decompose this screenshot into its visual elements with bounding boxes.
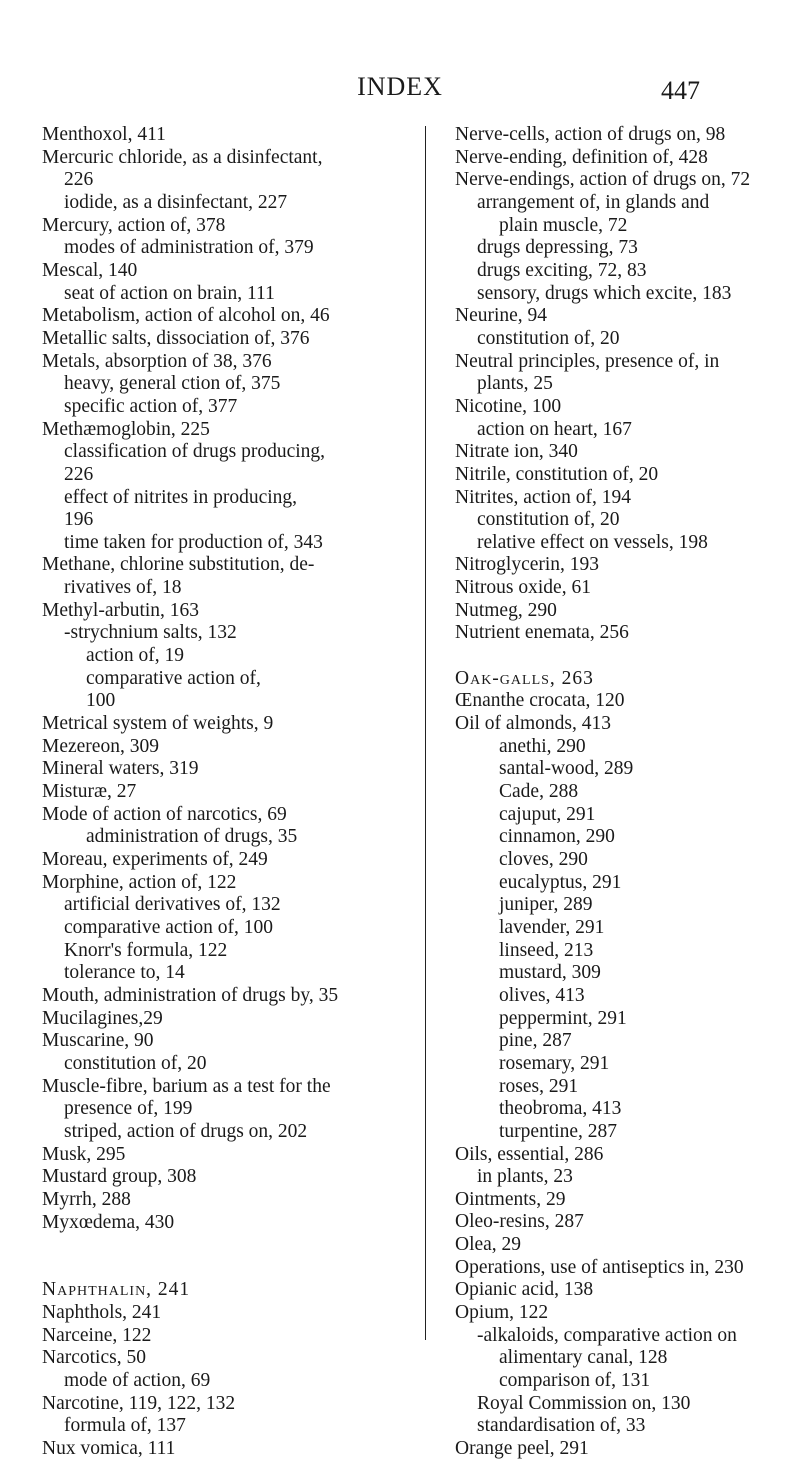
index-entry: sensory, drugs which excite, 183 — [477, 282, 732, 304]
index-entry: effect of nitrites in producing, — [64, 486, 298, 508]
index-entry: 100 — [86, 690, 116, 712]
index-entry: anethi, 290 — [499, 735, 586, 757]
index-entry: cinnamon, 290 — [499, 826, 615, 848]
index-entry: -strychnium salts, 132 — [64, 622, 237, 644]
index-entry: Metallic salts, dissociation of, 376 — [42, 327, 310, 349]
index-entry: relative effect on vessels, 198 — [477, 531, 708, 553]
index-entry: Knorr's formula, 122 — [64, 939, 228, 961]
index-entry: Nux vomica, 111 — [42, 1438, 176, 1460]
index-entry: Nutrient enemata, 256 — [455, 622, 629, 644]
index-entry: eucalyptus, 291 — [499, 871, 622, 893]
index-entry: Mezereon, 309 — [42, 735, 159, 757]
index-entry: Methane, chlorine substitution, de- — [42, 554, 315, 576]
index-entry: Nerve-ending, definition of, 428 — [455, 146, 708, 168]
index-entry: plain muscle, 72 — [499, 214, 628, 236]
index-entry: plants, 25 — [477, 373, 553, 395]
spacer — [42, 1234, 427, 1257]
index-entry: rivatives of, 18 — [64, 577, 182, 599]
page-number: 447 — [661, 76, 700, 105]
index-entry: constitution of, 20 — [477, 327, 620, 349]
index-entry: Mode of action of narcotics, 69 — [42, 803, 287, 825]
index-entry: santal-wood, 289 — [499, 758, 634, 780]
page-title: INDEX — [357, 72, 443, 101]
index-entry: Nitroglycerin, 193 — [455, 554, 600, 576]
index-entry: Royal Commission on, 130 — [477, 1392, 691, 1414]
index-entry: time taken for production of, 343 — [64, 531, 323, 553]
index-entry: Nitrous oxide, 61 — [455, 577, 591, 599]
index-entry: comparison of, 131 — [499, 1370, 651, 1392]
index-entry: pine, 287 — [499, 1030, 572, 1052]
index-entry: Nitrate ion, 340 — [455, 441, 578, 463]
index-entry: cajuput, 291 — [499, 803, 596, 825]
index-entry: Menthoxol, 411 — [42, 124, 166, 145]
index-entry: linseed, 213 — [499, 939, 594, 961]
index-entry: lavender, 291 — [499, 916, 605, 938]
index-entry: Metrical system of weights, 9 — [42, 713, 274, 735]
index-column-left — [42, 124, 427, 1461]
index-entry: striped, action of drugs on, 202 — [64, 1120, 308, 1142]
spacer — [42, 1257, 427, 1280]
index-entry: administration of drugs, 35 — [86, 826, 298, 848]
index-entry: artificial derivatives of, 132 — [64, 894, 281, 916]
index-entry: Operations, use of antiseptics in, 230 — [455, 1256, 744, 1278]
index-entry: Musk, 295 — [42, 1143, 126, 1165]
index-entry: modes of administration of, 379 — [64, 237, 314, 259]
index-entry: juniper, 289 — [499, 894, 593, 916]
index-entry: constitution of, 20 — [64, 1052, 207, 1074]
index-entry: Narcotine, 119, 122, 132 — [42, 1392, 236, 1414]
index-entry: Orange peel, 291 — [455, 1438, 589, 1460]
index-entry: mode of action, 69 — [64, 1370, 211, 1392]
index-entry: drugs depressing, 73 — [477, 237, 638, 259]
index-entry: turpentine, 287 — [499, 1120, 618, 1142]
index-entry: seat of action on brain, 111 — [64, 282, 275, 304]
index-entry: Neurine, 94 — [455, 305, 548, 327]
index-entry: Oils, essential, 286 — [455, 1143, 604, 1165]
index-entry: Nerve-cells, action of drugs on, 98 — [455, 124, 726, 145]
index-entry: Nerve-endings, action of drugs on, 72 — [455, 169, 751, 191]
index-entry: Mustard group, 308 — [42, 1166, 197, 1188]
index-entry: comparative action of, 100 — [64, 916, 274, 938]
index-entry: -alkaloids, comparative action on — [477, 1324, 737, 1346]
index-entry: Nicotine, 100 — [455, 395, 562, 417]
index-entry: Oleo-resins, 287 — [455, 1211, 584, 1233]
index-entry: classification of drugs producing, — [64, 441, 326, 463]
index-entry: in plants, 23 — [477, 1166, 573, 1188]
spacer — [455, 645, 780, 668]
index-entry: Mineral waters, 319 — [42, 758, 199, 780]
index-entry: Opianic acid, 138 — [455, 1279, 594, 1301]
index-entry: Mucilagines,29 — [42, 1007, 163, 1029]
index-entry: cloves, 290 — [499, 848, 588, 870]
index-entry: Metabolism, action of alcohol on, 46 — [42, 305, 330, 327]
index-entry: Oil of almonds, 413 — [455, 713, 611, 735]
index-entry: Naphthalin, 241 — [42, 1279, 191, 1301]
index-entry: Mouth, administration of drugs by, 35 — [42, 984, 339, 1006]
index-entry: Narcotics, 50 — [42, 1347, 146, 1369]
index-entry: tolerance to, 14 — [64, 962, 185, 984]
index-entry: specific action of, 377 — [64, 395, 238, 417]
index-entry: Cade, 288 — [499, 781, 579, 803]
index-entry: Methæmoglobin, 225 — [42, 418, 210, 440]
index-entry: Morphine, action of, 122 — [42, 871, 237, 893]
index-entry: Muscarine, 90 — [42, 1030, 154, 1052]
index-entry: 226 — [64, 169, 94, 191]
index-entry: Nitrites, action of, 194 — [455, 486, 632, 508]
index-entry: Muscle-fibre, barium as a test for the — [42, 1075, 331, 1097]
index-entry: peppermint, 291 — [499, 1007, 627, 1029]
index-entry: Myrrh, 288 — [42, 1188, 131, 1210]
index-entry: 196 — [64, 509, 94, 531]
page-header — [0, 72, 800, 112]
index-entry: standardisation of, 33 — [477, 1415, 646, 1437]
index-entry: Nutmeg, 290 — [455, 599, 557, 621]
index-entry: Naphthols, 241 — [42, 1302, 162, 1324]
index-entry: Opium, 122 — [455, 1302, 549, 1324]
index-entry: Misturæ, 27 — [42, 781, 137, 803]
index-entry: Oak-galls, 263 — [455, 667, 594, 689]
index-entry: olives, 413 — [499, 984, 585, 1006]
index-entry: Nitrile, constitution of, 20 — [455, 463, 659, 485]
index-entry: Narceine, 122 — [42, 1324, 152, 1346]
index-entry: Metals, absorption of 38, 376 — [42, 350, 272, 372]
index-entry: Mescal, 140 — [42, 259, 138, 281]
index-entry: drugs exciting, 72, 83 — [477, 259, 647, 281]
index-entry: mustard, 309 — [499, 962, 601, 984]
index-entry: action on heart, 167 — [477, 418, 632, 440]
index-entry: Mercuric chloride, as a disinfectant, — [42, 146, 323, 168]
index-entry: alimentary canal, 128 — [499, 1347, 668, 1369]
index-column-right — [455, 124, 780, 1461]
index-entry: Moreau, experiments of, 249 — [42, 849, 268, 870]
index-entry: action of, 19 — [86, 645, 185, 667]
index-entry: Neutral principles, presence of, in — [455, 350, 720, 372]
index-entry: Methyl-arbutin, 163 — [42, 599, 200, 621]
index-entry: Myxœdema, 430 — [42, 1211, 175, 1233]
index-entry: formula of, 137 — [64, 1415, 186, 1437]
index-entry: Olea, 29 — [455, 1234, 522, 1256]
index-entry: comparative action of, — [86, 667, 261, 689]
index-entry: Œnanthe crocata, 120 — [455, 690, 625, 712]
index-entry: constitution of, 20 — [477, 509, 620, 531]
index-entry: arrangement of, in glands and — [477, 191, 710, 213]
column-divider — [425, 126, 426, 1340]
index-entry: iodide, as a disinfectant, 227 — [64, 191, 288, 213]
index-entry: Mercury, action of, 378 — [42, 214, 226, 236]
index-entry: theobroma, 413 — [499, 1098, 622, 1120]
index-entry: 226 — [64, 463, 94, 485]
index-entry: Ointments, 29 — [455, 1188, 566, 1210]
index-entry: rosemary, 291 — [499, 1052, 610, 1074]
index-entry: heavy, general ction of, 375 — [64, 373, 281, 395]
index-entry: roses, 291 — [499, 1075, 579, 1097]
index-entry: presence of, 199 — [64, 1098, 193, 1120]
